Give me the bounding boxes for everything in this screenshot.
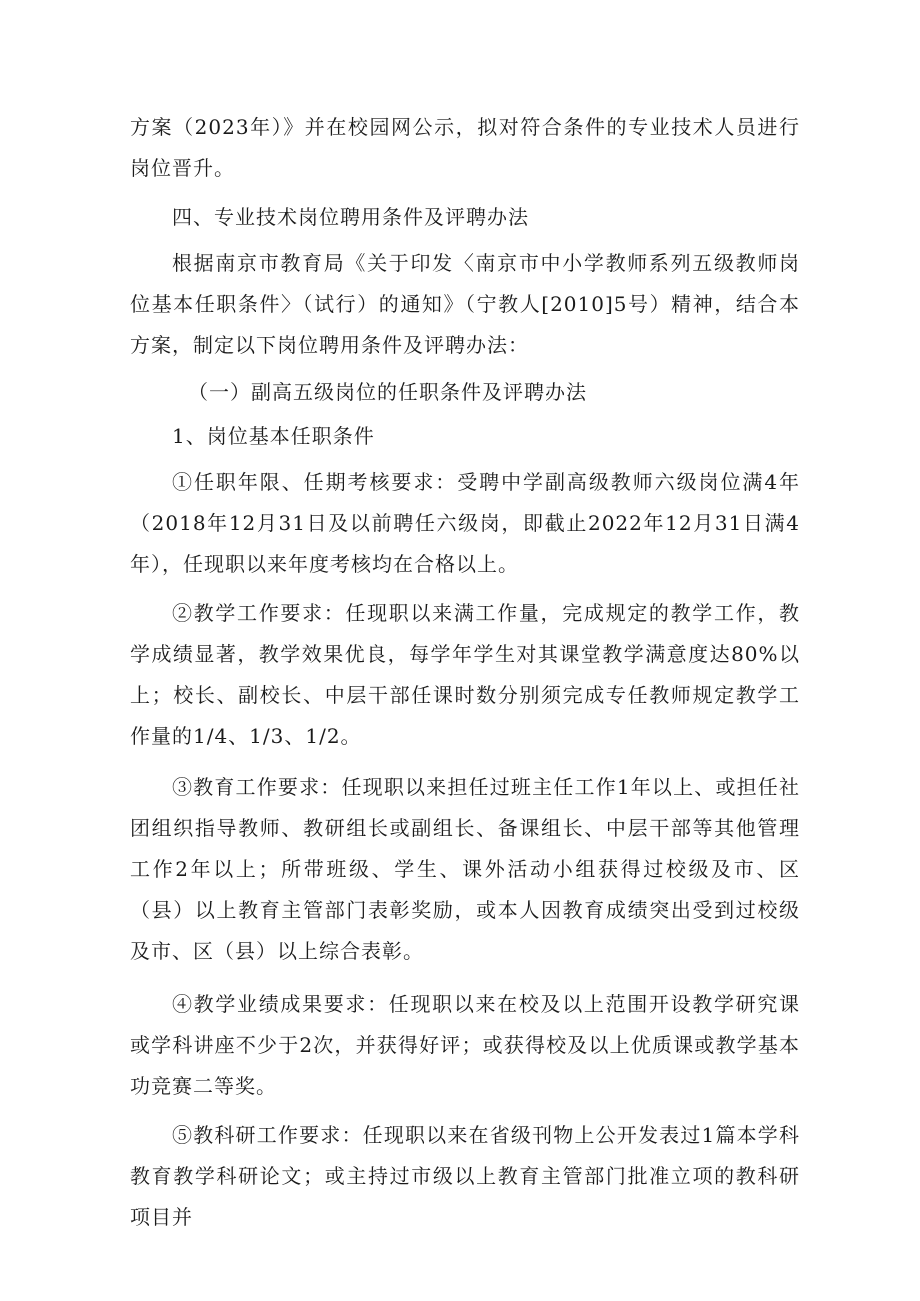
- item-heading-basic-conditions: 1、岗位基本任职条件: [172, 424, 375, 448]
- subsection-heading-one: （一）副高五级岗位的任职条件及评聘办法: [188, 380, 587, 404]
- clause-3-education: ③教育工作要求：任现职以来担任过班主任工作1年以上、或担任社团组织指导教师、教研组长或副组长、备课组长、中层干部等其他管理工作2年以上；所带班级、学生、课外活动小组获得过校级及市、区（县）以上教育主管部门表彰奖励，或本人因教育成绩突出受到过校级及市、区（县）以上综合表彰。: [130, 775, 800, 963]
- clause-1-tenure: ①任职年限、任期考核要求：受聘中学副高级教师六级岗位满4年（2018年12月31日及以前聘任六级岗，即截止2022年12月31日满4年），任现职以来年度考核均在合格以上。: [130, 470, 800, 576]
- clause-4-achievement: ④教学业绩成果要求：任现职以来在校及以上范围开设教学研究课或学科讲座不少于2次，并获得好评；或获得校及以上优质课或教学基本功竞赛二等奖。: [130, 992, 800, 1098]
- paragraph-intro-continuation: 方案（2023年）》并在校园网公示，拟对符合条件的专业技术人员进行岗位晋升。: [130, 115, 800, 180]
- paragraph-basis: 根据南京市教育局《关于印发〈南京市中小学教师系列五级教师岗位基本任职条件〉（试行）的通知》（宁教人[2010]5号）精神，结合本方案，制定以下岗位聘用条件及评聘办法：: [130, 251, 800, 357]
- clause-5-research: ⑤教科研工作要求：任现职以来在省级刊物上公开发表过1篇本学科教育教学科研论文；或主持过市级以上教育主管部门批准立项的教科研项目并: [130, 1123, 800, 1229]
- clause-2-teaching: ②教学工作要求：任现职以来满工作量，完成规定的教学工作，教学成绩显著，教学效果优良，每学年学生对其课堂教学满意度达80%以上；校长、副校长、中层干部任课时数分别须完成专任教师规定教学工作量的1/4、1/3、1/2。: [130, 601, 800, 748]
- section-heading-four: 四、专业技术岗位聘用条件及评聘办法: [172, 205, 529, 229]
